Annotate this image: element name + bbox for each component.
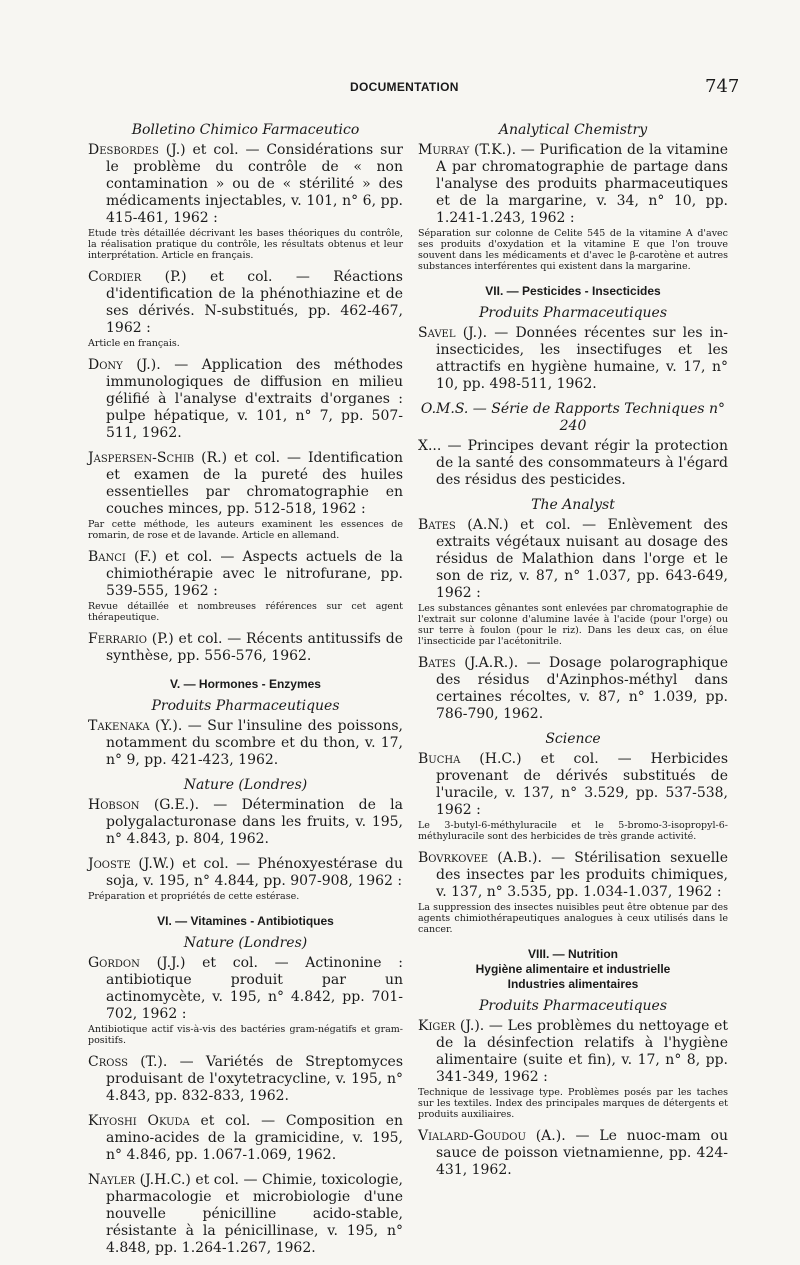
entry-abstract: Séparation sur colonne de Celite 545 de la vitamine A d'avec ses produits d'oxydation et la vitamine E que l'on trouve souvent dans les médicaments et d'avec le β-carotène et autres substances interférentes qui existent dans la margarine. <box>418 228 728 272</box>
entry-details: (H.C.) et col. — Herbicides provenant de dérivés substitués de l'uracile, v. 137, n° 3.529, pp. 537-538, 1962 : <box>436 751 728 818</box>
entry-abstract: Antibiotique actif vis-à-vis des bactéries gram-négatifs et gram-positifs. <box>88 1024 403 1046</box>
entry-citation <box>418 751 728 819</box>
bibliography-entry <box>88 549 403 623</box>
entry-author: Murray <box>418 142 470 158</box>
entry-details: (P.) et col. — Réactions d'identification de la phénothiazine et de ses dérivés. N-substitués, pp. 462-467, 1962 : <box>106 269 403 336</box>
journal-heading: Science <box>545 731 601 747</box>
entry-details: (T.K.). — Purification de la vitamine A par chromatographie de partage dans l'analyse des produits pharmaceutiques et de la margarine, v. 34, n° 10, pp. 1.241-1.243, 1962 : <box>436 142 728 226</box>
journal-heading: Bolletino Chimico Farmaceutico <box>131 122 360 138</box>
bibliography-entry <box>88 955 403 1046</box>
entry-details: (Y.). — Sur l'insuline des poissons, notamment du scombre et du thon, v. 17, n° 9, pp. 421-423, 1962. <box>106 718 403 768</box>
entry-details: (R.) et col. — Identification et examen de la pureté des huiles essentielles par chromatographie en couches minces, pp. 512-518, 1962 : <box>106 450 403 517</box>
entry-citation <box>418 850 728 901</box>
entry-details: (J.H.C.) et col. — Chimie, toxicologie, pharmacologie et microbiologie d'une nouvelle pénicilline acido-stable, résistante à la pénicillinase, v. 195, n° 4.848, pp. 1.264-1.267, 1962. <box>106 1172 403 1256</box>
section-heading: VII. — Pesticides - Insecticides <box>485 284 661 298</box>
entry-details: et col. — Composition en amino-acides de la gramicidine, v. 195, n° 4.846, pp. 1.067-1.069, 1962. <box>106 1113 403 1163</box>
bibliography-entry <box>88 631 403 665</box>
entry-details: (J.W.) et col. — Phénoxyestérase du soja, v. 195, n° 4.844, pp. 907-908, 1962 : <box>106 856 403 889</box>
entry-details: (J.). — Les problèmes du nettoyage et de la désinfection relatifs à l'hygiène alimentaire (suite et fin), v. 17, n° 8, pp. 341-349, 1962 : <box>436 1018 728 1085</box>
entry-author: Desbordes <box>88 142 159 158</box>
entry-citation <box>418 325 728 393</box>
entry-author: Savel <box>418 325 456 341</box>
entry-citation <box>88 269 403 337</box>
bibliography-entry <box>418 1018 728 1120</box>
entry-citation <box>418 517 728 602</box>
journal-heading: Nature (Londres) <box>183 935 308 951</box>
entry-author: Vialard-Goudou <box>418 1128 526 1144</box>
entry-abstract: Etude très détaillée décrivant les bases théoriques du contrôle, la réalisation pratique du contrôle, les résultats obtenus et leur interprétation. Article en français. <box>88 228 403 261</box>
entry-citation <box>88 631 403 665</box>
entry-citation <box>88 1172 403 1257</box>
entry-citation <box>88 450 403 518</box>
entry-abstract: Les substances gênantes sont enlevées par chromatographie de l'extrait sur colonne d'alumine lavée à l'acide (pour l'orge) ou sur terre à foulon (pour le riz). Dans les deux cas, on élue l'insecticide par l'acétonitrile. <box>418 603 728 647</box>
entry-author: Kiyoshi Okuda <box>88 1113 190 1129</box>
right-column <box>418 120 728 1187</box>
entry-citation <box>88 797 403 848</box>
entry-citation <box>88 955 403 1023</box>
journal-heading: Produits Pharmaceutiques <box>151 698 340 714</box>
entry-details: — Principes devant régir la protection de la santé des consommateurs à l'égard des résidus des pesticides. <box>436 438 728 488</box>
entry-author: Dony <box>88 357 123 373</box>
entry-author: Banci <box>88 549 126 565</box>
entry-abstract: Revue détaillée et nombreuses références sur cet agent thérapeutique. <box>88 601 403 623</box>
entry-author: Jooste <box>88 856 131 872</box>
entry-citation <box>418 1018 728 1086</box>
entry-author: Cross <box>88 1054 128 1070</box>
entry-author: Hobson <box>88 797 140 813</box>
entry-author: Kiger <box>418 1018 456 1034</box>
entry-author: Bates <box>418 517 456 533</box>
bibliography-entry <box>88 269 403 349</box>
entry-abstract: Le 3-butyl-6-méthyluracile et le 5-bromo-3-isopropyl-6-méthyluracile sont des herbicides de très grande activité. <box>418 820 728 842</box>
section-heading: V. — Hormones - Enzymes <box>170 677 321 691</box>
bibliography-entry <box>88 142 403 261</box>
entry-details: (J.). — Application des méthodes immunologiques de diffusion en milieu gélifié à l'analyse d'extraits d'organes : pulpe hépatique, v. 101, n° 7, pp. 507-511, 1962. <box>106 357 403 441</box>
entry-citation <box>418 438 728 489</box>
journal-heading: The Analyst <box>531 497 615 513</box>
entry-author: Takenaka <box>88 718 150 734</box>
bibliography-entry <box>418 655 728 723</box>
entry-details: (A.). — Le nuoc-mam ou sauce de poisson vietnamienne, pp. 424-431, 1962. <box>436 1128 728 1178</box>
bibliography-entry <box>88 1172 403 1257</box>
journal-heading: Analytical Chemistry <box>498 122 648 138</box>
bibliography-entry <box>88 1113 403 1164</box>
entry-details: (J.) et col. — Considérations sur le problème du contrôle de « non contamination » ou de « stérilité » des médicaments injectables, v. 101, n° 6, pp. 415-461, 1962 : <box>106 142 403 226</box>
entry-citation <box>88 549 403 600</box>
bibliography-entry <box>88 856 403 902</box>
entry-abstract: La suppression des insectes nuisibles peut être obtenue par des agents chimiothérapeutiques analogues à ceux utilisés dans le cancer. <box>418 902 728 935</box>
entry-details: (G.E.). — Détermination de la polygalacturonase dans les fruits, v. 195, n° 4.843, p. 804, 1962. <box>106 797 403 847</box>
bibliography-entry <box>418 438 728 489</box>
bibliography-entry <box>88 718 403 769</box>
entry-author: Ferrario <box>88 631 147 647</box>
entry-details: (P.) et col. — Récents antitussifs de synthèse, pp. 556-576, 1962. <box>106 631 403 664</box>
entry-author: Cordier <box>88 269 142 285</box>
entry-details: (J.A.R.). — Dosage polarographique des résidus d'Azinphos-méthyl dans certaines récoltes, v. 87, n° 1.039, pp. 786-790, 1962. <box>436 655 728 722</box>
bibliography-entry <box>88 1054 403 1105</box>
entry-citation <box>88 142 403 227</box>
bibliography-entry <box>88 450 403 541</box>
bibliography-entry <box>418 325 728 393</box>
entry-details: (J.). — Données récentes sur les in-insecticides, les insectifuges et les attractifs en hygiène humaine, v. 17, n° 10, pp. 498-511, 1962. <box>436 325 728 392</box>
entry-author: Nayler <box>88 1172 136 1188</box>
entry-citation <box>418 1128 728 1179</box>
left-column <box>88 120 403 1265</box>
journal-heading: Produits Pharmaceutiques <box>478 998 668 1014</box>
journal-heading: Nature (Londres) <box>183 777 308 793</box>
entry-author: Bovrkovee <box>418 850 489 866</box>
entry-citation <box>88 718 403 769</box>
entry-details: (A.B.). — Stérilisation sexuelle des insectes par les produits chimiques, v. 137, n° 3.535, pp. 1.034-1.037, 1962 : <box>436 850 728 900</box>
bibliography-entry <box>418 1128 728 1179</box>
entry-abstract: Article en français. <box>88 338 180 349</box>
section-heading: VIII. — Nutrition Hygiène alimentaire et industrielle Industries alimentaires <box>475 947 671 991</box>
entry-details: (J.J.) et col. — Actinonine : antibiotique produit par un actinomycète, v. 195, n° 4.842, pp. 701-702, 1962 : <box>106 955 403 1022</box>
page-number: 747 <box>705 76 740 97</box>
journal-heading: Produits Pharmaceutiques <box>478 305 668 321</box>
entry-citation <box>88 1054 403 1105</box>
bibliography-entry <box>418 142 728 272</box>
entry-abstract: Par cette méthode, les auteurs examinent les essences de romarin, de rose et de lavande. Article en allemand. <box>88 519 403 541</box>
entry-author: X... <box>418 438 442 454</box>
entry-abstract: Préparation et propriétés de cette estérase. <box>88 891 300 902</box>
entry-author: Bucha <box>418 751 461 767</box>
running-title: DOCUMENTATION <box>350 80 459 94</box>
entry-details: (A.N.) et col. — Enlèvement des extraits végétaux nuisant au dosage des résidus de Malathion dans l'orge et le son de riz, v. 87, n° 1.037, pp. 643-649, 1962 : <box>436 517 728 601</box>
bibliography-entry <box>418 517 728 647</box>
entry-citation <box>418 655 728 723</box>
entry-abstract: Technique de lessivage type. Problèmes posés par les taches sur les textiles. Index des principales marques de détergents et produits auxiliaires. <box>418 1087 728 1120</box>
journal-heading: O.M.S. — Série de Rapports Techniques n° 240 <box>420 401 726 434</box>
entry-citation <box>418 142 728 227</box>
bibliography-entry <box>88 357 403 442</box>
entry-author: Jaspersen-Schib <box>88 450 195 466</box>
section-heading: VI. — Vitamines - Antibiotiques <box>157 914 334 928</box>
entry-details: (F.) et col. — Aspects actuels de la chimiothérapie avec le nitrofurane, pp. 539-555, 1962 : <box>106 549 403 599</box>
entry-author: Bates <box>418 655 456 671</box>
entry-citation <box>88 856 403 890</box>
bibliography-entry <box>418 850 728 935</box>
entry-details: (T.). — Variétés de Streptomyces produisant de l'oxytetracycline, v. 195, n° 4.843, pp. 832-833, 1962. <box>106 1054 403 1104</box>
entry-citation <box>88 1113 403 1164</box>
bibliography-entry <box>418 751 728 842</box>
bibliography-entry <box>88 797 403 848</box>
entry-citation <box>88 357 403 442</box>
entry-author: Gordon <box>88 955 140 971</box>
